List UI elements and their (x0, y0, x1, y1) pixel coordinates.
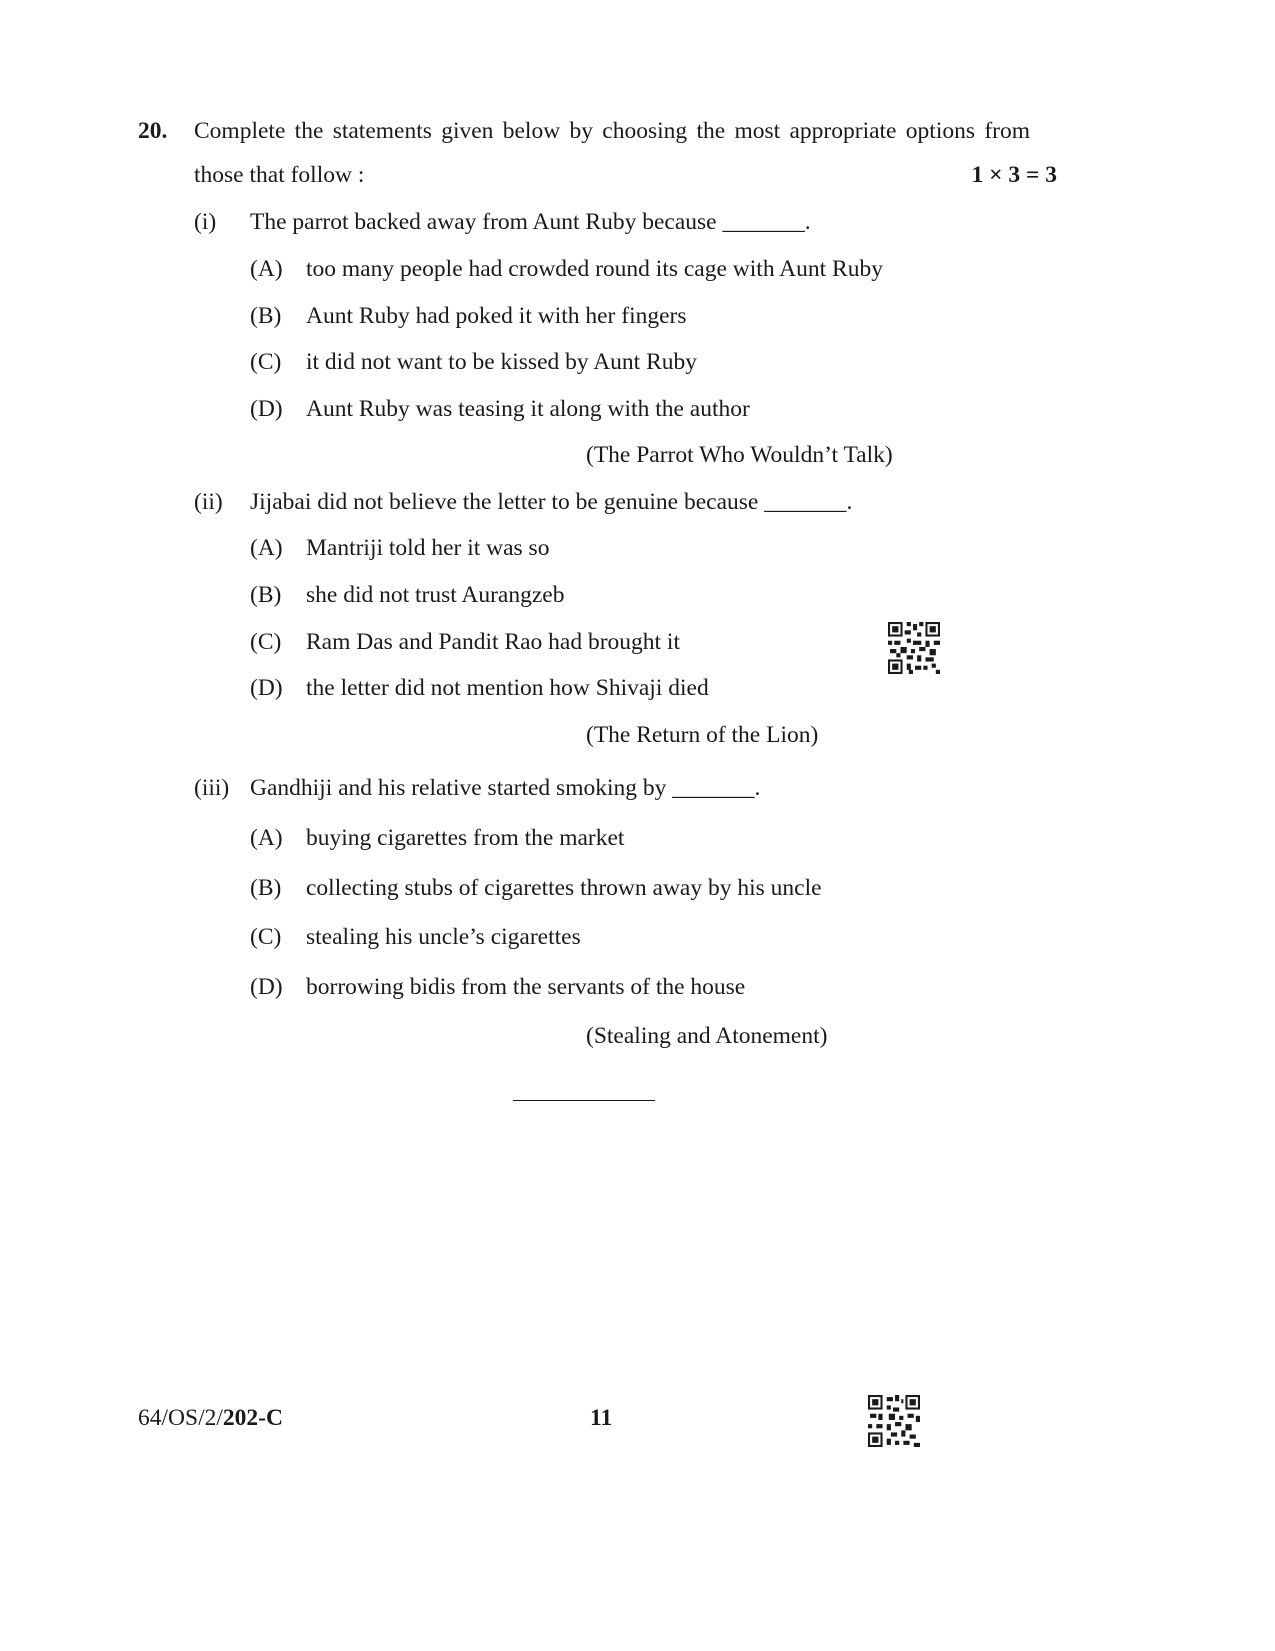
source-title: (The Return of the Lion) (586, 722, 819, 748)
end-rule (513, 1100, 655, 1101)
qr-code-icon (888, 622, 940, 674)
option-text: buying cigarettes from the market (306, 825, 625, 851)
option-label: (D) (250, 396, 283, 422)
part-label: (iii) (194, 775, 230, 801)
paper-code (138, 1405, 283, 1432)
option-text: Ram Das and Pandit Rao had brought it (306, 629, 680, 655)
option-label: (C) (250, 629, 282, 655)
option-text: she did not trust Aurangzeb (306, 582, 565, 608)
option-label: (D) (250, 974, 283, 1000)
option-label: (D) (250, 675, 283, 701)
question-stem-line2: those that follow : (194, 162, 365, 188)
option-text: Aunt Ruby had poked it with her fingers (306, 303, 687, 329)
part-stem: Gandhiji and his relative started smoking by _______. (250, 775, 761, 801)
option-text: too many people had crowded round its cage with Aunt Ruby (306, 256, 883, 282)
option-label: (C) (250, 349, 282, 375)
paper-code-prefix: 64/OS/2/ (138, 1405, 223, 1431)
option-text: Mantriji told her it was so (306, 535, 550, 561)
part-stem: The parrot backed away from Aunt Ruby because _______. (250, 209, 811, 235)
question-number: 20. (138, 118, 168, 144)
option-label: (B) (250, 582, 282, 608)
option-label: (B) (250, 875, 282, 901)
part-label: (i) (194, 209, 217, 235)
option-text: it did not want to be kissed by Aunt Ruby (306, 349, 698, 375)
option-text: the letter did not mention how Shivaji died (306, 675, 709, 701)
option-text: Aunt Ruby was teasing it along with the author (306, 396, 750, 422)
option-label: (A) (250, 825, 283, 851)
option-label: (A) (250, 535, 283, 561)
question-stem-line1: Complete the statements given below by choosing the most appropriate options from (194, 118, 1030, 144)
option-label: (C) (250, 924, 282, 950)
option-text: collecting stubs of cigarettes thrown away by his uncle (306, 875, 822, 901)
part-label: (ii) (194, 489, 223, 515)
option-text: borrowing bidis from the servants of the house (306, 974, 746, 1000)
source-title: (Stealing and Atonement) (586, 1023, 828, 1049)
question-marks: 1 × 3 = 3 (971, 162, 1057, 188)
paper-code-set: 202-C (222, 1405, 283, 1431)
option-text: stealing his uncle’s cigarettes (306, 924, 581, 950)
option-label: (A) (250, 256, 283, 282)
part-stem: Jijabai did not believe the letter to be genuine because _______. (250, 489, 853, 515)
page-number: 11 (590, 1405, 613, 1431)
source-title: (The Parrot Who Wouldn’t Talk) (586, 442, 893, 468)
option-label: (B) (250, 303, 282, 329)
qr-code-icon (868, 1395, 920, 1447)
